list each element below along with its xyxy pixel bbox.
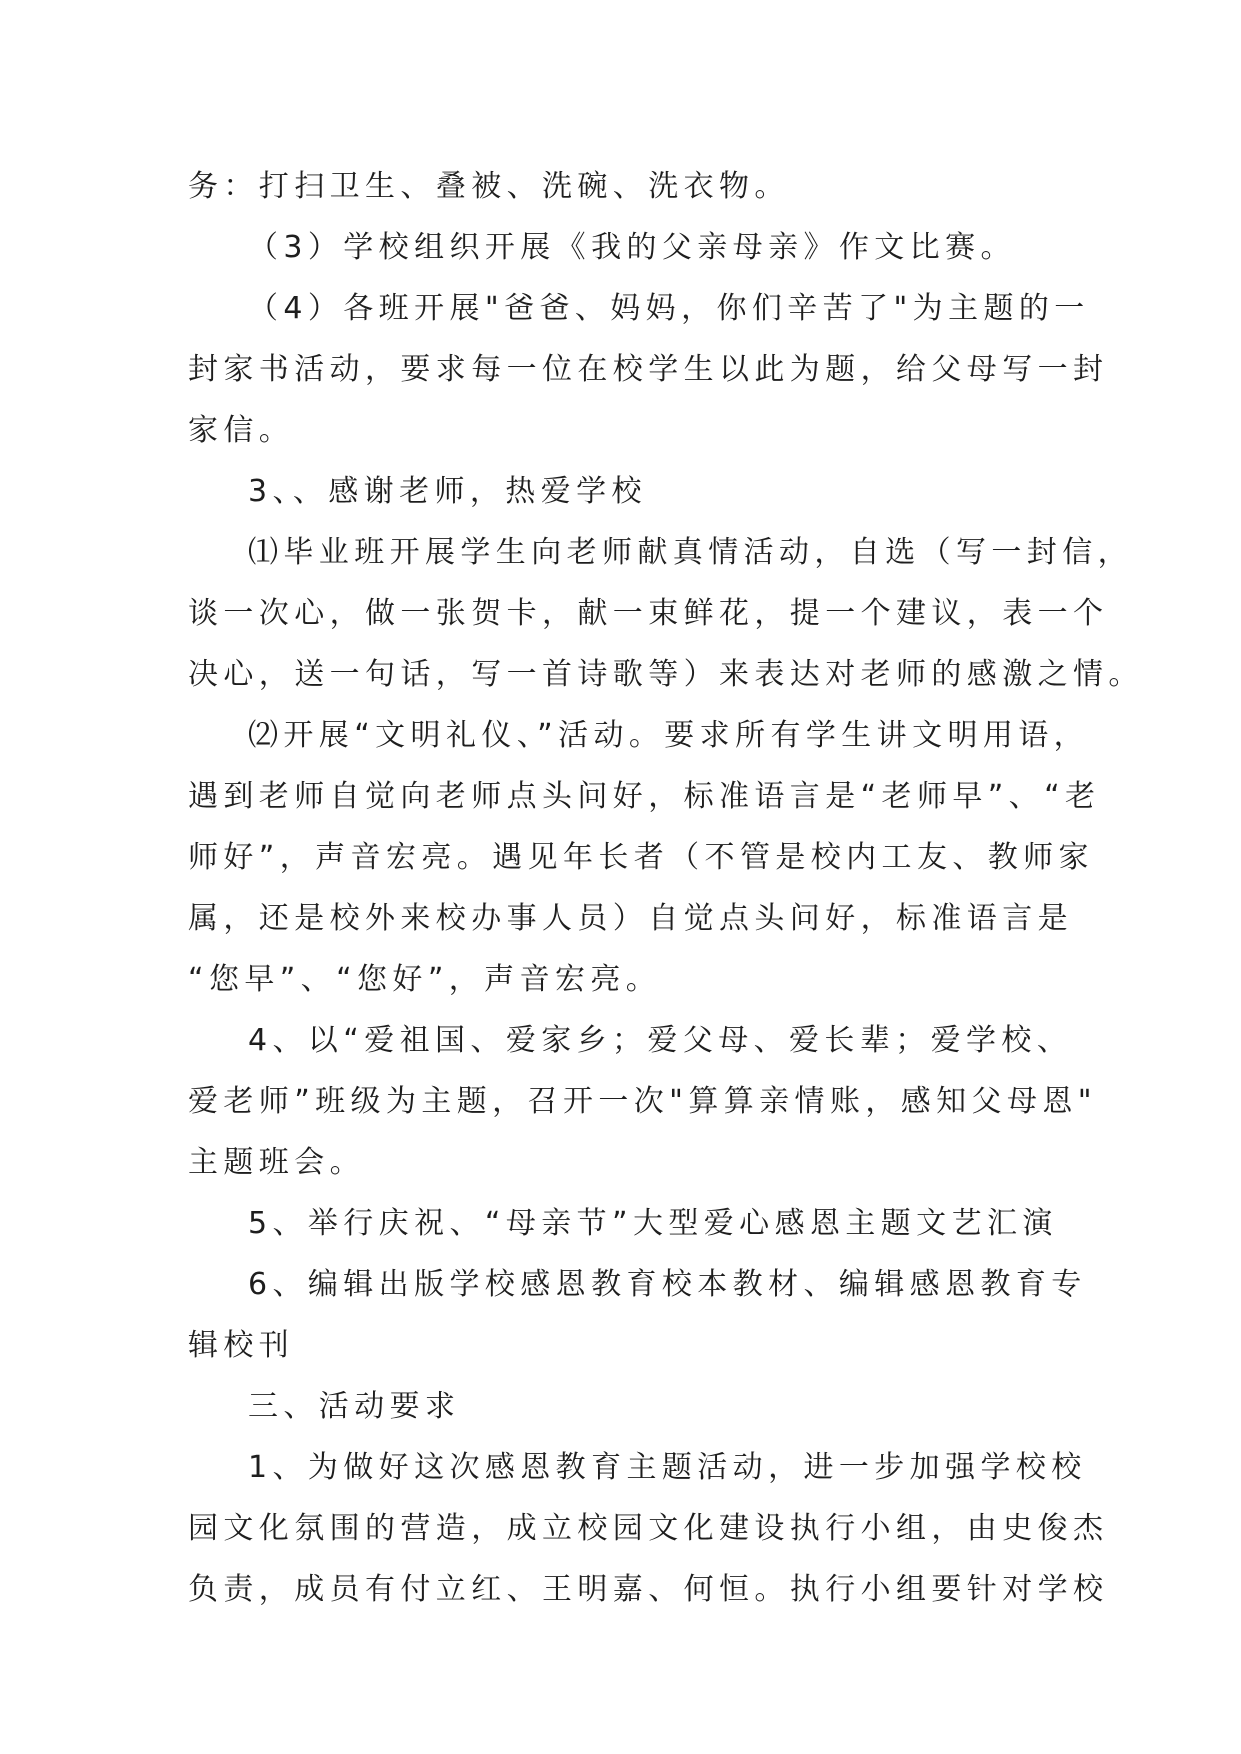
text-line: 6、编辑出版学校感恩教育校本教材、编辑感恩教育专 bbox=[248, 1267, 1087, 1302]
section-heading: 三、活动要求 bbox=[248, 1389, 461, 1424]
document-body bbox=[188, 156, 1144, 1620]
text-line: 谈一次心，做一张贺卡，献一束鲜花，提一个建议，表一个 bbox=[188, 596, 1109, 631]
text-line: 封家书活动，要求每一位在校学生以此为题，给父母写一封 bbox=[188, 352, 1109, 387]
text-line: ⑵开展“文明礼仪、”活动。要求所有学生讲文明用语， bbox=[248, 718, 1090, 753]
section-heading: 3、、感谢老师，热爱学校 bbox=[248, 474, 647, 509]
text-line: 爱老师”班级为主题，召开一次"算算亲情账，感知父母恩" bbox=[188, 1084, 1097, 1119]
text-line: 遇到老师自觉向老师点头问好，标准语言是“老师早”、“老 bbox=[188, 779, 1101, 814]
text-line: 1、为做好这次感恩教育主题活动，进一步加强学校校 bbox=[248, 1450, 1087, 1485]
text-line: 5、举行庆祝、“母亲节”大型爱心感恩主题文艺汇演 bbox=[248, 1206, 1058, 1241]
text-line: 家信。 bbox=[188, 413, 295, 448]
text-line: ⑴毕业班开展学生向老师献真情活动，自选（写一封信， bbox=[248, 535, 1133, 570]
text-line: 决心，送一句话，写一首诗歌等）来表达对老师的感激之情。 bbox=[188, 657, 1144, 692]
text-line: 务：打扫卫生、叠被、洗碗、洗衣物。 bbox=[188, 169, 790, 204]
text-line: 属，还是校外来校办事人员）自觉点头问好，标准语言是 bbox=[188, 901, 1073, 936]
text-line: 4、以“爱祖国、爱家乡；爱父母、爱长辈；爱学校、 bbox=[248, 1023, 1073, 1058]
text-line: 师好”，声音宏亮。遇见年长者（不管是校内工友、教师家 bbox=[188, 840, 1094, 875]
text-line: （3）学校组织开展《我的父亲母亲》作文比赛。 bbox=[248, 230, 1016, 265]
text-line: 园文化氛围的营造，成立校园文化建设执行小组，由史俊杰 bbox=[188, 1511, 1109, 1546]
text-line: 主题班会。 bbox=[188, 1145, 365, 1180]
text-line: 负责，成员有付立红、王明嘉、何恒。执行小组要针对学校 bbox=[188, 1572, 1109, 1607]
text-line: 辑校刊 bbox=[188, 1328, 295, 1363]
text-line: （4）各班开展"爸爸、妈妈，你们辛苦了"为主题的一 bbox=[248, 291, 1090, 326]
text-line: “您早”、“您好”，声音宏亮。 bbox=[188, 962, 662, 997]
